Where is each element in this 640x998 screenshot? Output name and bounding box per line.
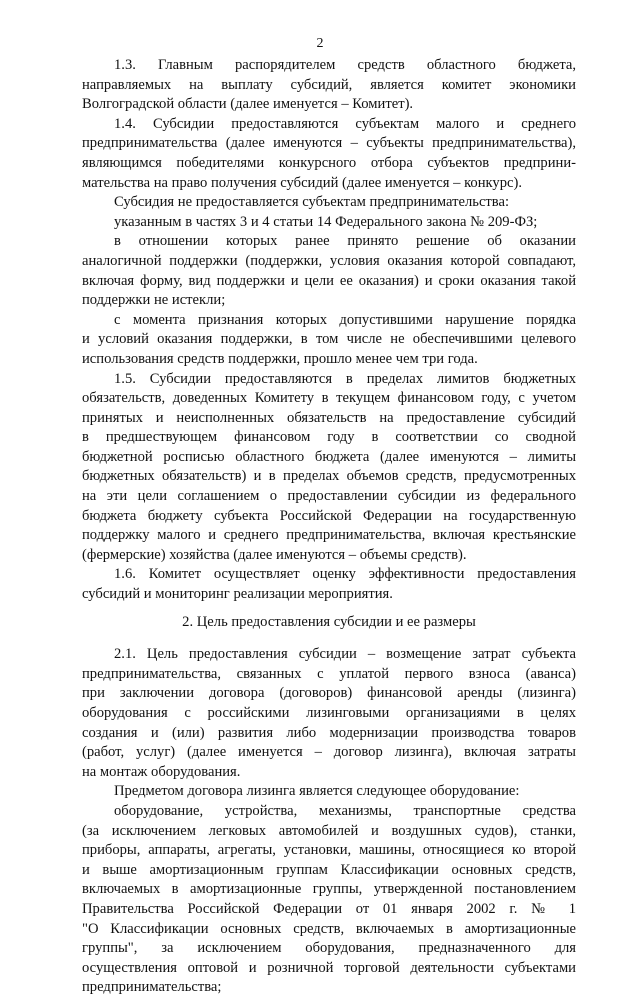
text-line: поддержку малого и среднего предпринимательства, включая крестьянские — [82, 527, 576, 544]
text-line: и выше амортизационным группам Классификации основных средств, — [82, 861, 576, 878]
text-line: в отношении которых ранее принято решение об оказании — [114, 233, 576, 250]
text-line: при заключении договора (договоров) финансовой аренды (лизинга) — [82, 685, 576, 702]
text-line: (фермерские) хозяйства (далее именуются – объемы средств). — [82, 546, 467, 563]
text-line: оборудования с российскими лизинговыми организациями в целях — [82, 705, 576, 721]
text-line: на монтаж оборудования. — [82, 763, 241, 780]
text-line: бюджета бюджету субъекта Российской Федерации на государственную — [82, 507, 576, 524]
paragraph — [82, 802, 576, 998]
paragraph — [82, 193, 576, 213]
text-line: поддержки не истекли; — [82, 292, 226, 309]
text-line: Правительства Российской Федерации от 01 января 2002 г. № 1 — [82, 900, 576, 917]
text-line: группы", за исключением оборудования, предназначенного для — [82, 940, 576, 957]
text-line: оборудование, устройства, механизмы, транспортные средства — [114, 802, 576, 819]
text-line: на эти цели соглашением о предоставлении субсидии из федерального — [82, 488, 576, 505]
document-body — [82, 56, 576, 998]
paragraph — [82, 56, 576, 115]
paragraph — [82, 565, 576, 604]
text-line: аналогичной поддержки (поддержки, условия оказания которой совпадают, — [82, 252, 576, 269]
text-line: субсидий и мониторинг реализации мероприятия. — [82, 586, 393, 603]
text-line: "О Классификации основных средств, включаемых в амортизационные — [82, 920, 576, 937]
text-line: бюджетных обязательств) и в пределах объемов средств, предусмотренных — [82, 468, 576, 485]
text-line: являющимся победителями конкурсного отбора субъектов предприни- — [82, 154, 576, 171]
text-line: принятых и неисполненных обязательств на предоставление субсидий — [82, 409, 576, 426]
text-line: с момента признания которых допустившими нарушение порядка — [114, 311, 576, 328]
paragraph — [82, 782, 576, 802]
text-line: указанным в частях 3 и 4 статьи 14 Федерального закона № 209-ФЗ; — [114, 213, 538, 230]
paragraph — [82, 311, 576, 370]
text-line: (за исключением легковых автомобилей и воздушных судов), станки, — [82, 822, 576, 839]
text-line: 1.6. Комитет осуществляет оценку эффективности предоставления — [114, 566, 576, 583]
paragraph — [82, 370, 576, 566]
text-line: осуществления оптовой и розничной торговой деятельности субъектами — [82, 959, 576, 976]
paragraph — [82, 645, 576, 782]
text-line: включаемых в амортизационные группы, утвержденной постановлением — [82, 881, 576, 898]
text-line: предпринимательства (далее именуются – субъекты предпринимательства), — [82, 135, 576, 152]
text-line: создания и (или) развития либо модернизации производства товаров — [82, 724, 576, 741]
text-line: в предшествующем финансовом году в соответствии со сводной — [82, 429, 576, 446]
page-number: 2 — [316, 36, 324, 51]
text-line: и условий оказания поддержки, в том числе не обеспечившими целевого — [82, 331, 576, 348]
text-line: обязательств, доведенных Комитету в текущем финансовом году, с учетом — [82, 390, 576, 407]
text-line: Волгоградской области (далее именуется – Комитет). — [82, 96, 414, 113]
text-line: 1.3. Главным распорядителем средств областного бюджета, — [114, 57, 576, 73]
text-line: бюджетной росписью областного бюджета (далее именуются – лимиты — [82, 448, 576, 465]
text-line: 1.4. Субсидии предоставляются субъектам малого и среднего — [114, 115, 576, 132]
text-line: Предметом договора лизинга является следующее оборудование: — [114, 783, 520, 800]
text-line: предпринимательства, связанных с уплатой первого взноса (аванса) — [82, 665, 576, 682]
section-heading: 2. Цель предоставления субсидии и ее размеры — [182, 613, 476, 630]
text-line: (работ, услуг) (далее именуется – договор лизинга), включая затраты — [82, 744, 576, 761]
text-line: Субсидия не предоставляется субъектам предпринимательства: — [114, 194, 510, 211]
paragraph — [82, 213, 576, 233]
text-line: направляемых на выплату субсидий, является комитет экономики — [82, 76, 576, 93]
paragraph — [82, 232, 576, 310]
text-line: предпринимательства; — [82, 979, 222, 996]
text-line: приборы, аппараты, агрегаты, установки, машины, относящиеся ко второй — [82, 842, 576, 859]
text-line: 1.5. Субсидии предоставляются в пределах лимитов бюджетных — [114, 370, 576, 387]
text-line: использования средств поддержки, прошло менее чем три года. — [82, 350, 478, 367]
text-line: включая форму, вид поддержки и цели ее оказания) и сроки оказания такой — [82, 272, 576, 289]
paragraph — [82, 115, 576, 193]
text-line: мательства на право получения субсидий (далее именуется – конкурс). — [82, 174, 522, 191]
text-line: 2.1. Цель предоставления субсидии – возмещение затрат субъекта — [114, 646, 576, 663]
